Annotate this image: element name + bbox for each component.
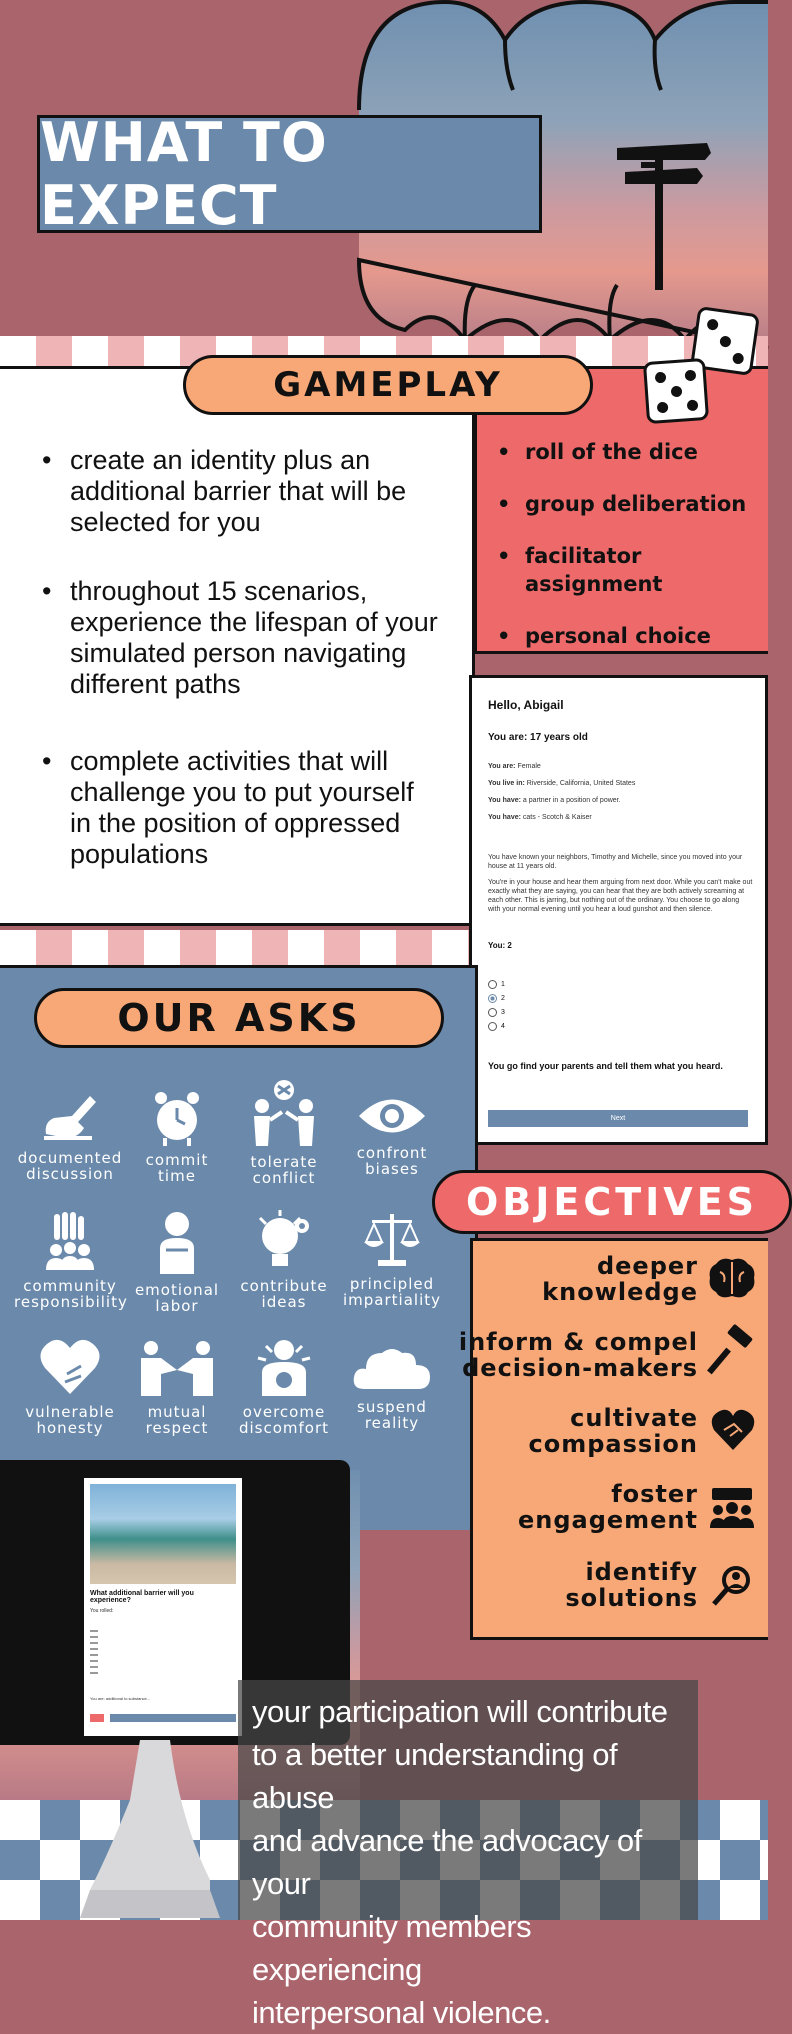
dice-icon xyxy=(643,358,709,424)
checker-strip-middle xyxy=(0,930,470,966)
objectives-title: OBJECTIVES xyxy=(465,1180,759,1224)
gameplay-heading xyxy=(183,355,593,415)
gameplay-list xyxy=(40,445,440,908)
mechanics-list xyxy=(495,438,765,674)
pen-hand-icon xyxy=(38,1088,102,1144)
mechanic-item: • personal choice xyxy=(495,622,765,650)
ask-tolerate-conflict: tolerate conflict xyxy=(228,1078,340,1186)
objective-inform-compel: inform & compel decision-makers xyxy=(458,1328,698,1382)
community-hand-icon xyxy=(40,1210,100,1272)
brain-icon xyxy=(708,1256,756,1300)
ask-suspend-reality: suspend reality xyxy=(336,1345,448,1431)
conflict-icon xyxy=(248,1078,320,1148)
scenario-detail: You have: a partner in a position of power. xyxy=(488,797,621,804)
search-person-icon xyxy=(708,1562,756,1610)
mechanic-item: • facilitator assignment xyxy=(495,542,765,598)
person-icon xyxy=(152,1210,202,1276)
mechanic-item: • roll of the dice xyxy=(495,438,765,466)
ask-mutual-respect: mutual respect xyxy=(121,1340,233,1436)
ask-contribute-ideas: contribute ideas xyxy=(228,1210,340,1310)
asks-title: OUR ASKS xyxy=(117,996,361,1040)
ask-commit-time: commit time xyxy=(121,1088,233,1184)
monitor-screen xyxy=(84,1478,242,1736)
monitor-question: What additional barrier will you experience? xyxy=(90,1590,194,1604)
monitor-back-button[interactable] xyxy=(90,1714,104,1722)
cloud-icon xyxy=(352,1345,432,1393)
monitor-footer: You are: additional to substance... xyxy=(90,1696,151,1701)
closing-statement: your participation will contribute to a better understanding of abuse and advance the advocacy of your community members experiencing interpersonal violence. xyxy=(252,1694,668,2030)
monitor-next-button[interactable] xyxy=(110,1714,236,1722)
gameplay-item: • throughout 15 scenarios, experience the lifespan of your simulated person navigating different paths xyxy=(40,576,440,700)
heart-hand-icon xyxy=(37,1336,103,1398)
alarm-clock-icon xyxy=(149,1088,205,1146)
scenario-greeting: Hello, Abigail xyxy=(488,698,564,712)
radio-option[interactable]: 1 xyxy=(488,978,505,992)
gameplay-item: • create an identity plus an additional barrier that will be selected for you xyxy=(40,445,440,538)
group-icon xyxy=(708,1486,756,1530)
heart-handshake-icon xyxy=(710,1408,756,1452)
scenario-paragraph: You have known your neighbors, Timothy and Michelle, since you moved into your house at 11 years old. xyxy=(488,854,743,870)
handshake-icon xyxy=(139,1340,215,1398)
page-title: WHAT TO EXPECT xyxy=(40,111,328,237)
ask-overcome-discomfort: overcome discomfort xyxy=(228,1338,340,1436)
scenario-preview-card xyxy=(469,675,768,1145)
monitor-roll-label: You rolled: xyxy=(90,1608,114,1614)
ask-vulnerable-honesty: vulnerable honesty xyxy=(14,1336,126,1436)
gameplay-item: • complete activities that will challenge you to put yourself in the position of oppressed populations xyxy=(40,746,440,870)
lightbulb-icon xyxy=(254,1210,314,1272)
scales-icon xyxy=(362,1210,422,1270)
scenario-result: You go find your parents and tell them what you heard. xyxy=(488,1061,723,1071)
radio-option[interactable]: 4 xyxy=(488,1020,505,1034)
scenario-age: You are: 17 years old xyxy=(488,732,588,743)
objective-foster-engagement: foster engagement xyxy=(517,1480,698,1534)
eye-icon xyxy=(357,1093,427,1139)
monitor-stand xyxy=(60,1740,230,1920)
scenario-roll-label: You: 2 xyxy=(488,941,512,950)
page-title-box xyxy=(37,111,542,237)
scenario-paragraph: You're in your house and hear them arguing from next door. While you can't make out exactly what they are saying, you can hear that they are both actively screaming at each other. This is jarring, but nothing out of the ordinary. You choose to go along with your normal evening until you hear a loud gunshot and then silence. xyxy=(488,879,753,913)
gameplay-title: GAMEPLAY xyxy=(273,365,503,405)
asks-heading xyxy=(34,988,444,1048)
objective-identify-solutions: identify solutions xyxy=(565,1558,698,1612)
radio-option[interactable]: 3 xyxy=(488,1006,505,1020)
scenario-detail: You live in: Riverside, California, United States xyxy=(488,780,636,787)
gavel-icon xyxy=(710,1326,756,1376)
monitor-options xyxy=(90,1630,98,1678)
ask-principled-impartiality: principled impartiality xyxy=(336,1210,448,1308)
objective-deeper-knowledge: deeper knowledge xyxy=(542,1252,698,1306)
scenario-detail: You are: Female xyxy=(488,763,541,770)
objective-cultivate-compassion: cultivate compassion xyxy=(528,1404,698,1458)
ask-documented-discussion: documented discussion xyxy=(14,1088,126,1182)
radio-option[interactable]: 2 xyxy=(488,992,505,1006)
scenario-detail: You have: cats - Scotch & Kaiser xyxy=(488,814,592,821)
objectives-heading xyxy=(432,1170,792,1234)
mechanic-item: • group deliberation xyxy=(495,490,765,518)
ask-emotional-labor: emotional labor xyxy=(121,1210,233,1314)
stressed-person-icon xyxy=(252,1338,316,1398)
ask-community-responsibility: community responsibility xyxy=(14,1210,126,1310)
next-button[interactable]: Next xyxy=(488,1110,748,1127)
scenario-options xyxy=(488,978,505,1034)
ask-confront-biases: confront biases xyxy=(336,1093,448,1177)
train-photo xyxy=(90,1484,236,1584)
